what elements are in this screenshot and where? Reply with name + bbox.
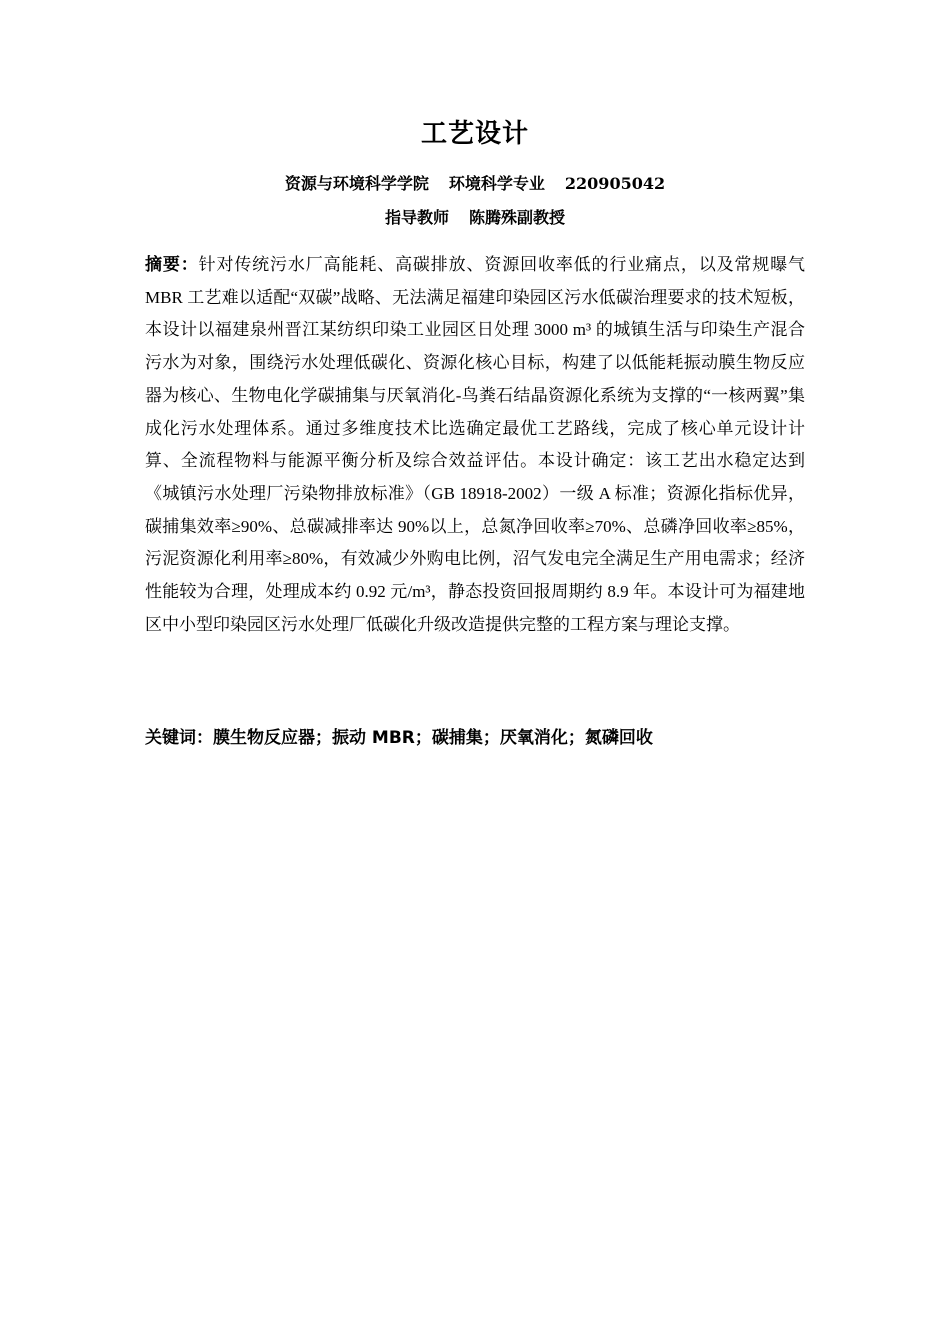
abstract-paragraph: [145, 249, 805, 641]
keywords-line: [145, 722, 805, 754]
abstract-label: 摘要：: [145, 255, 199, 275]
major-name: 环境科学专业: [448, 174, 545, 193]
document-title: 工艺设计: [420, 119, 529, 149]
author-info-line: [0, 172, 950, 196]
keywords-label: 关键词：: [145, 728, 213, 748]
abstract-text: 针对传统污水厂高能耗、高碳排放、资源回收率低的行业痛点，以及常规曝气 MBR 工艺难以适配“双碳”战略、无法满足福建印染园区污水低碳治理要求的技术短板，本设计以福建泉州晋江某纺织印染工业园区日处理 3000 m³ 的城镇生活与印染生产混合污水为对象，围绕污水处理低碳化、资源化核心目标，构建了以低能耗振动膜生物反应器为核心、生物电化学碳捕集与厌氧消化-鸟粪石结晶资源化系统为支撑的“一核两翼”集成化污水处理体系。通过多维度技术比选确定最优工艺路线，完成了核心单元设计计算、全流程物料与能源平衡分析及综合效益评估。本设计确定：该工艺出水稳定达到《城镇污水处理厂污染物排放标准》（GB 18918-2002）一级 A 标准；资源化指标优异，碳捕集效率≥90%、总碳减排率达 90%以上，总氮净回收率≥70%、总磷净回收率≥85%，污泥资源化利用率≥80%，有效减少外购电比例，沼气发电完全满足生产用电需求；经济性能较为合理，处理成本约 0.92 元/m³，静态投资回报周期约 8.9 年。本设计可为福建地区中小型印染园区污水处理厂低碳化升级改造提供完整的工程方案与理论支撑。: [145, 255, 806, 634]
advisor-name: 陈腾殊副教授: [469, 208, 566, 227]
college-name: 资源与环境科学学院: [284, 174, 429, 193]
advisor-line: [0, 206, 950, 230]
keywords-text: 膜生物反应器；振动 MBR；碳捕集；厌氧消化；氮磷回收: [213, 728, 653, 748]
student-id: 220905042: [564, 174, 666, 193]
advisor-label: 指导教师: [384, 208, 449, 227]
